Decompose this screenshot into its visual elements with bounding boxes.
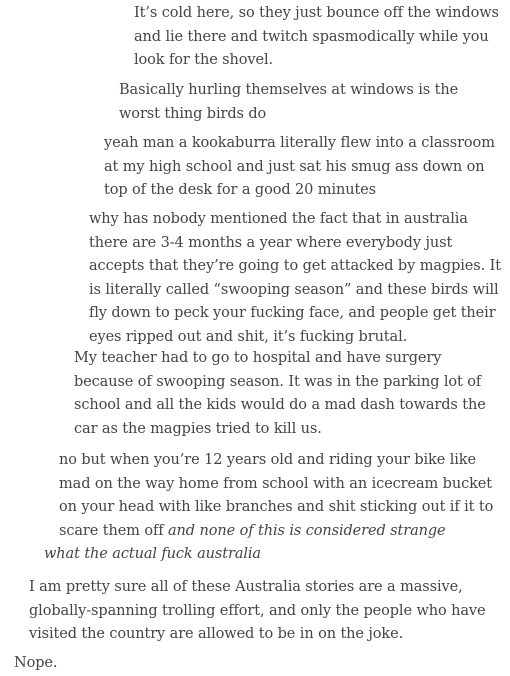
reply-8: I am pretty sure all of these Australia stories are a massive, globally-spanning trolling effort, and only the people who have visited the country are allowed to be in on the joke. [29,579,486,642]
reply-4: why has nobody mentioned the fact that in australia there are 3-4 months a year where everybody just accepts that they’re going to get attacked by magpies. It is literally called “swooping season” and these birds will fly down to peck your fucking face, and people get their eyes ripped out and shit, it’s fucking brutal. [89,211,501,345]
reply-2: Basically hurling themselves at windows is the worst thing birds do [119,82,459,122]
reply-7 [44,543,504,567]
reply-9: Nope. [14,655,58,671]
reply-5: My teacher had to go to hospital and have surgery because of swooping season. It was in the parking lot of school and all the kids would do a mad dash towards the car as the magpies tried to kill us. [74,350,486,437]
reply-6-text: no but when you’re 12 years old and riding your bike like mad on the way home from school with an icecream bucket on your head with like branches and shit sticking out if it to scare them off [59,452,494,539]
reply-3: yeah man a kookaburra literally flew into a classroom at my high school and just sat his smug ass down on top of the desk for a good 20 minutes [104,135,495,198]
reply-7-emphasis: what the actual fuck australia [44,546,261,562]
reply-1: It’s cold here, so they just bounce off the windows and lie there and twitch spasmodically while you look for the shovel. [134,5,499,68]
reply-6 [59,449,507,543]
reply-6-emphasis: and none of this is considered strange [168,522,446,539]
